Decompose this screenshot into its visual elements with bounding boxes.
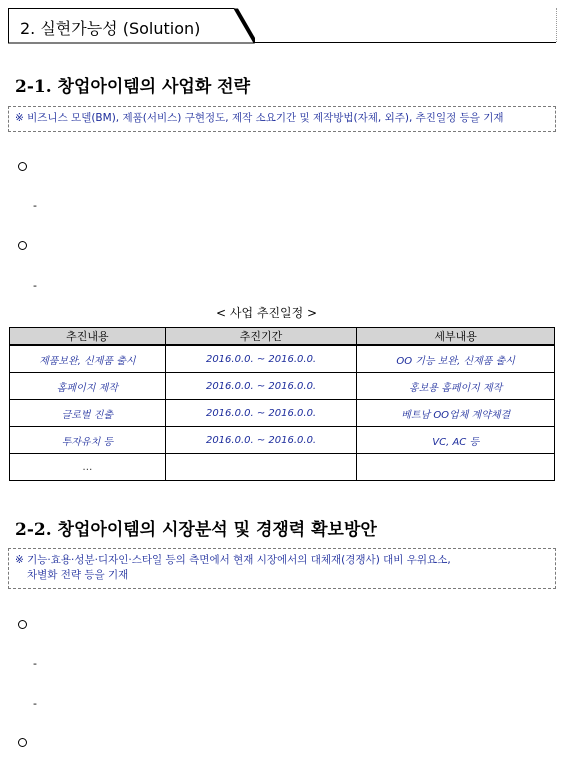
table-cell[interactable]: 투자유치 등 — [10, 427, 166, 454]
table-cell[interactable]: OO 기능 보완, 신제품 출시 — [357, 345, 555, 373]
dash-bullet: - — [33, 697, 37, 710]
instruction-text: ※ 비즈니스 모델(BM), 제품(서비스) 구현정도, 제작 소요기간 및 제작방법(자체, 외주), 추진일정 등을 기재 — [15, 112, 504, 124]
table-cell[interactable]: 2016.0.0. ~ 2016.0.0. — [165, 400, 357, 427]
table-cell[interactable]: 글로벌 진출 — [10, 400, 166, 427]
table-cell[interactable]: 제품보완, 신제품 출시 — [10, 345, 166, 373]
instruction-text: ※ 기능·효용·성분·디자인·스타일 등의 측면에서 현재 시장에서의 대체재(경쟁사) 대비 우위요소, — [15, 554, 451, 566]
instruction-note-strategy — [8, 106, 556, 132]
circle-bullet — [18, 620, 27, 629]
table-row — [10, 454, 555, 481]
circle-bullet — [18, 738, 27, 747]
margin-guide — [556, 8, 557, 42]
circle-bullet — [18, 241, 27, 250]
dash-bullet: - — [33, 199, 37, 212]
column-header: 추진내용 — [10, 328, 166, 346]
dash-bullet: - — [33, 279, 37, 292]
table-cell[interactable]: 2016.0.0. ~ 2016.0.0. — [165, 427, 357, 454]
table-cell[interactable]: … — [10, 454, 166, 481]
schedule-table — [9, 327, 555, 481]
table-cell[interactable]: 홈페이지 제작 — [10, 373, 166, 400]
table-cell[interactable] — [357, 454, 555, 481]
table-row — [10, 345, 555, 373]
section-title: 2. 실현가능성 (Solution) — [20, 19, 201, 38]
instruction-note-market — [8, 548, 556, 589]
subsection-heading-market: 2-2. 창업아이템의 시장분석 및 경쟁력 확보방안 — [15, 520, 377, 540]
table-row — [10, 400, 555, 427]
circle-bullet — [18, 162, 27, 171]
table-header-row — [10, 328, 555, 346]
table-caption: < 사업 추진일정 > — [216, 306, 318, 320]
table-row — [10, 373, 555, 400]
table-cell[interactable]: 2016.0.0. ~ 2016.0.0. — [165, 373, 357, 400]
dash-bullet: - — [33, 657, 37, 670]
table-cell[interactable]: 베트남 OO업체 계약체결 — [357, 400, 555, 427]
header-rule — [254, 42, 556, 43]
table-cell[interactable] — [165, 454, 357, 481]
table-row — [10, 427, 555, 454]
table-cell[interactable]: 홍보용 홈페이지 제작 — [357, 373, 555, 400]
column-header: 추진기간 — [165, 328, 357, 346]
section-header — [8, 8, 254, 43]
table-cell[interactable]: 2016.0.0. ~ 2016.0.0. — [165, 345, 357, 373]
table-cell[interactable]: VC, AC 등 — [357, 427, 555, 454]
subsection-heading-strategy: 2-1. 창업아이템의 사업화 전략 — [15, 77, 251, 97]
column-header: 세부내용 — [357, 328, 555, 346]
instruction-text: 차별화 전략 등을 기재 — [27, 569, 129, 581]
